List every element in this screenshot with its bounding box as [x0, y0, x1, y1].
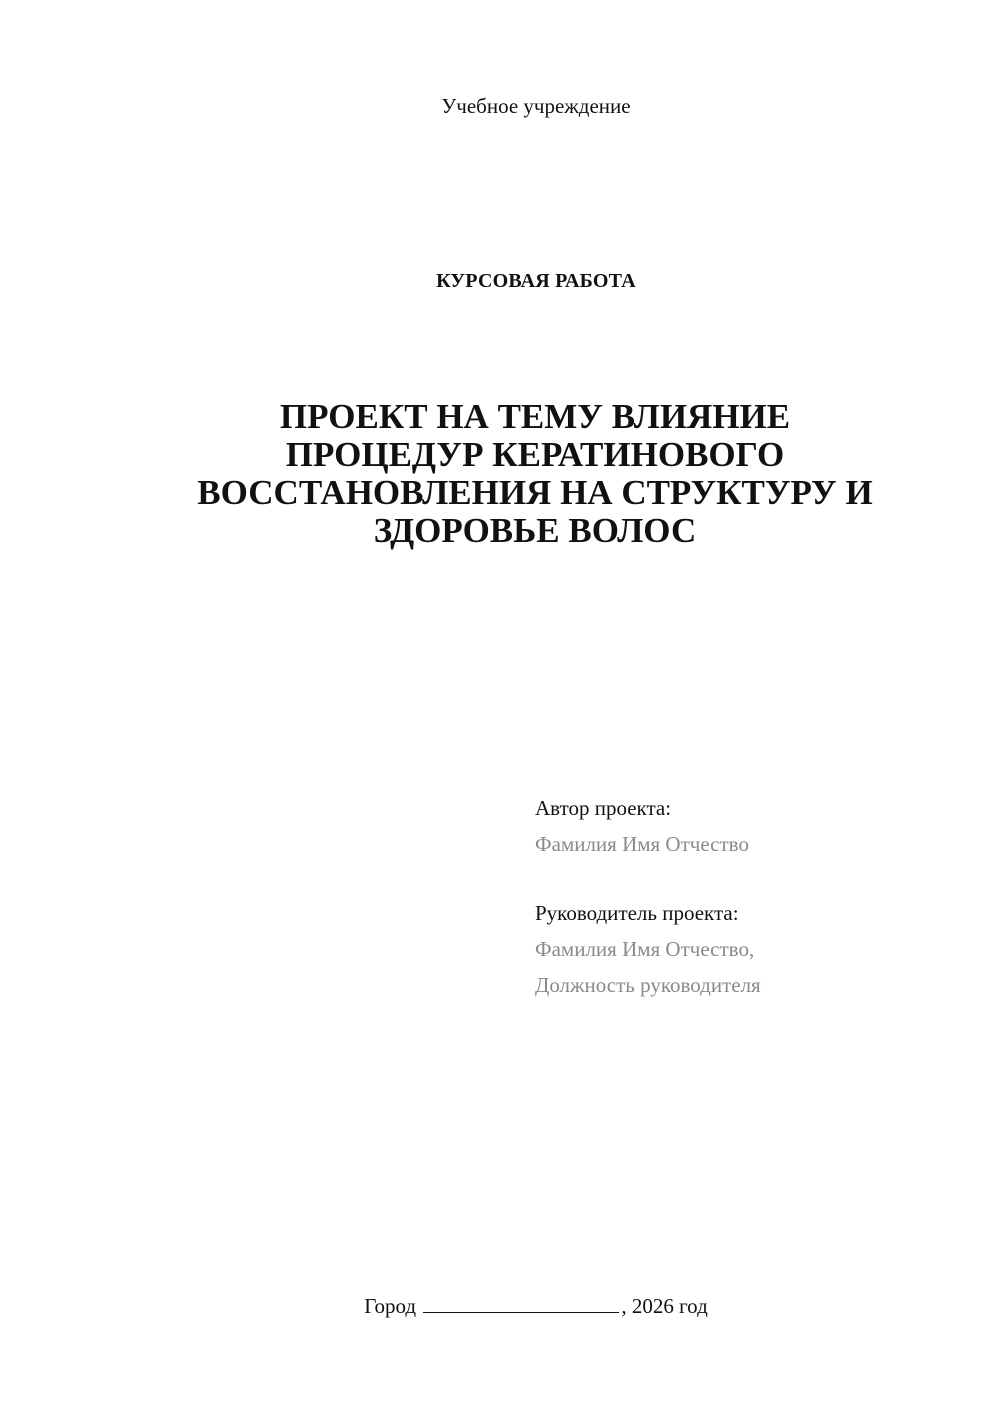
project-title-line: ПРОЦЕДУР КЕРАТИНОВОГО [285, 435, 785, 474]
project-title [130, 398, 940, 550]
work-type-heading: КУРСОВАЯ РАБОТА [436, 270, 636, 292]
project-title-line: ПРОЕКТ НА ТЕМУ ВЛИЯНИЕ [279, 397, 791, 436]
supervisor-name-placeholder: Фамилия Имя Отчество, [535, 937, 755, 961]
author-name-placeholder: Фамилия Имя Отчество [535, 832, 749, 856]
year-text: , 2026 год [621, 1294, 708, 1318]
institution-name: Учебное учреждение [441, 94, 631, 118]
supervisor-position-placeholder: Должность руководителя [535, 973, 761, 997]
author-label: Автор проекта: [535, 796, 672, 820]
supervisor-label: Руководитель проекта: [535, 901, 739, 925]
project-title-line: ВОССТАНОВЛЕНИЯ НА СТРУКТУРУ И [197, 473, 873, 512]
city-label: Город [364, 1294, 417, 1318]
block-spacer [535, 862, 955, 895]
project-title-line: ЗДОРОВЬЕ ВОЛОС [373, 511, 697, 550]
authors-block [535, 790, 955, 1003]
city-blank-underline [423, 1290, 619, 1313]
city-year-line [0, 1290, 1000, 1320]
